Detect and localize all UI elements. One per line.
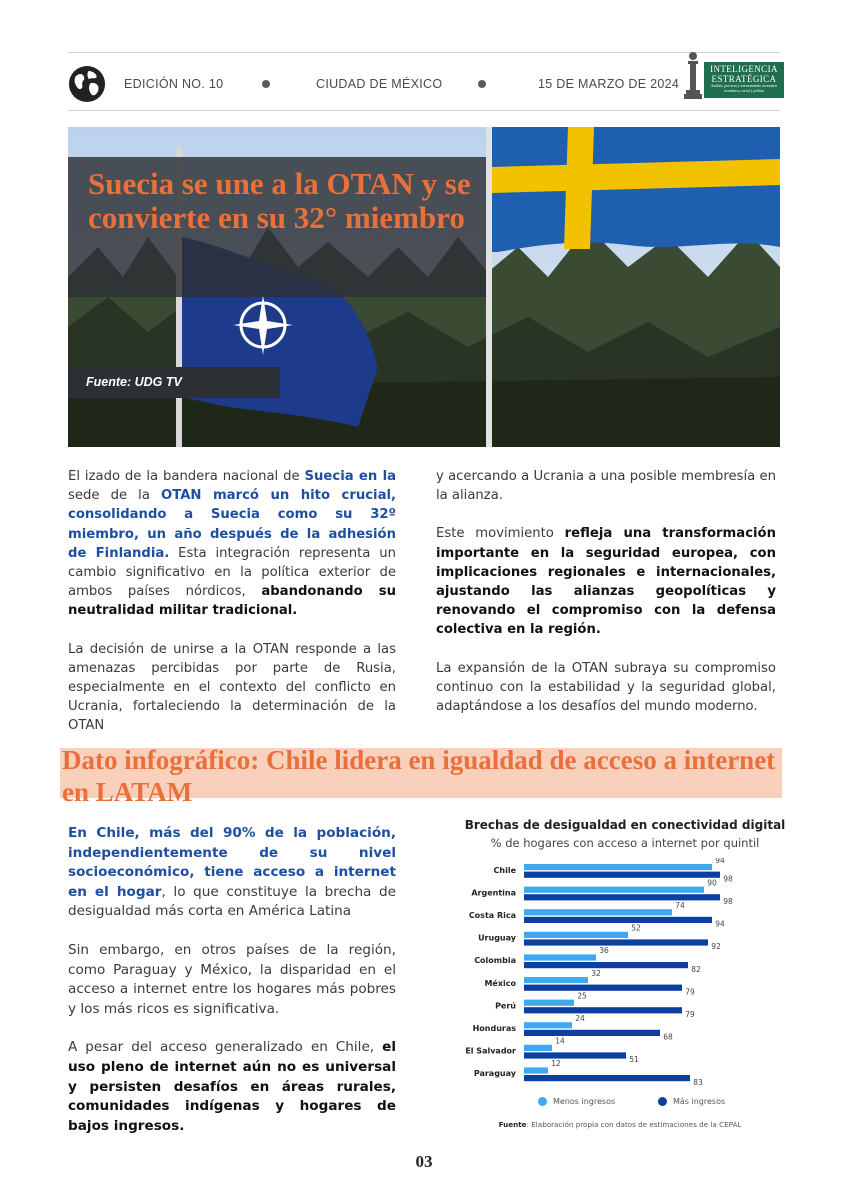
article-column-right bbox=[436, 467, 776, 735]
text-run: sede de la bbox=[68, 488, 162, 504]
article-paragraph-3: y acercando a Ucrania a una posible membresía en la alianza. bbox=[436, 469, 776, 504]
bar-low bbox=[524, 1000, 574, 1006]
infographic-title: Dato infográfico: Chile lidera en igualdad de acceso a internet en LATAM bbox=[62, 745, 776, 807]
article-paragraph-5: La expansión de la OTAN subraya su compromiso continuo con la estabilidad y la seguridad global, adaptándose a los desafíos del mundo moderno. bbox=[436, 660, 776, 715]
bar-low bbox=[524, 932, 628, 938]
category-label: Chile bbox=[493, 865, 516, 875]
bold-run: el uso pleno de internet aún no es universal y persisten desafíos en áreas rurales, comunidades indígenas y hogares de bajos ingresos. bbox=[68, 1039, 396, 1134]
separator-dot bbox=[262, 80, 270, 88]
bar-low bbox=[524, 909, 672, 915]
infographic-paragraph-1 bbox=[68, 824, 396, 922]
data-label: 25 bbox=[577, 991, 587, 1001]
text-run: Esta integración representa un cambio significativo en la política exterior de ambos países nórdicos, bbox=[68, 545, 396, 600]
bar-low bbox=[524, 954, 596, 960]
logo-tagline: Análisis, procesos y asesoramiento en materia económica, social y política bbox=[710, 84, 778, 93]
legend-label: Más ingresos bbox=[673, 1097, 726, 1106]
text-run: A pesar del acceso generalizado en Chile, bbox=[68, 1039, 383, 1056]
article-title: Suecia se une a la OTAN y se convierte en su 32° miembro bbox=[88, 166, 471, 235]
text-run: Este movimiento bbox=[436, 526, 565, 542]
chart-subtitle: % de hogares con acceso a internet por quintil bbox=[490, 836, 760, 850]
bar-low bbox=[524, 1067, 548, 1073]
bar-low bbox=[524, 977, 588, 983]
bar-high bbox=[524, 872, 720, 878]
chart-source-label: Fuente bbox=[498, 1120, 527, 1129]
logo-line-2: ESTRATÉGICA bbox=[711, 74, 777, 84]
category-label: Honduras bbox=[472, 1024, 516, 1033]
text-run: , lo que constituye la brecha de desigualdad más corta en América Latina bbox=[68, 883, 396, 920]
highlight-run: OTAN marcó un hito crucial, consolidando a Suecia como su 32º miembro, un año después de la adhesión de Finlandia. bbox=[68, 488, 396, 561]
data-label: 52 bbox=[631, 923, 641, 933]
bar-high bbox=[524, 1075, 690, 1081]
legend-item-low bbox=[538, 1097, 615, 1106]
bar-low bbox=[524, 864, 712, 870]
data-label: 92 bbox=[711, 942, 721, 952]
bar-chart bbox=[460, 858, 770, 1090]
article-column-left bbox=[68, 467, 396, 755]
highlight-run: En Chile, más del 90% de la población, independientemente de su nivel socioeconómico, tiene acceso a internet en el hogar bbox=[68, 825, 396, 900]
bar-low bbox=[524, 1045, 552, 1051]
category-label: Paraguay bbox=[473, 1069, 516, 1079]
category-label: Costa Rica bbox=[468, 911, 516, 920]
category-label: Colombia bbox=[474, 956, 516, 966]
category-label: México bbox=[484, 978, 516, 988]
hero-image bbox=[68, 127, 780, 447]
legend-swatch bbox=[658, 1097, 667, 1106]
data-label: 36 bbox=[599, 946, 609, 956]
data-label: 98 bbox=[723, 874, 733, 884]
data-label: 90 bbox=[707, 878, 717, 888]
brand-logo bbox=[684, 50, 784, 100]
highlight-run: Suecia en la bbox=[304, 469, 396, 484]
data-label: 98 bbox=[723, 897, 733, 906]
edition-label: EDICIÓN NO. 10 bbox=[124, 77, 224, 91]
category-label: Uruguay bbox=[478, 933, 516, 943]
data-label: 68 bbox=[663, 1032, 673, 1042]
separator-dot bbox=[478, 80, 486, 88]
bold-run: abandonando su neutralidad militar tradicional. bbox=[68, 584, 396, 619]
logo-line-1: INTELIGENCIA bbox=[710, 64, 778, 74]
bar-high bbox=[524, 894, 720, 900]
header-rule-top bbox=[68, 52, 780, 53]
date-label: 15 DE MARZO DE 2024 bbox=[538, 77, 680, 91]
legend-label: Menos ingresos bbox=[553, 1097, 616, 1106]
data-label: 14 bbox=[555, 1036, 565, 1046]
data-label: 83 bbox=[693, 1077, 703, 1087]
data-label: 82 bbox=[691, 964, 701, 974]
bar-low bbox=[524, 1022, 572, 1028]
legend-swatch bbox=[538, 1097, 547, 1106]
page-number: 03 bbox=[415, 1152, 433, 1171]
bar-high bbox=[524, 1030, 660, 1036]
bar-high bbox=[524, 917, 712, 923]
bar-low bbox=[524, 887, 704, 893]
data-label: 74 bbox=[675, 901, 685, 910]
bold-run: refleja una transformación importante en la seguridad europea, con implicaciones regionales e internacionales, ajustando las alianzas geopolíticas y renovando el compromiso con la defensa colectiva en la región. bbox=[436, 526, 776, 638]
bar-high bbox=[524, 1007, 682, 1013]
infographic-paragraph-3 bbox=[68, 1038, 396, 1136]
city-label: CIUDAD DE MÉXICO bbox=[316, 77, 443, 91]
bar-high bbox=[524, 962, 688, 968]
globe-icon bbox=[68, 65, 106, 103]
category-label: El Salvador bbox=[465, 1046, 516, 1056]
legend-item-high bbox=[658, 1097, 725, 1106]
infographic-text bbox=[68, 824, 396, 1155]
chart-source bbox=[470, 1120, 770, 1129]
bar-high bbox=[524, 985, 682, 991]
data-label: 79 bbox=[685, 1010, 695, 1019]
category-label: Perú bbox=[495, 1001, 516, 1011]
data-label: 51 bbox=[629, 1055, 639, 1065]
pawn-icon bbox=[684, 50, 702, 100]
infographic-paragraph-2: Sin embargo, en otros países de la región, como Paraguay y México, la disparidad en el acceso a internet entre los hogares más pobres y los más ricos es significativa. bbox=[68, 941, 396, 1017]
data-label: 12 bbox=[551, 1059, 561, 1069]
text-run: El izado de la bandera nacional de bbox=[68, 469, 305, 484]
data-label: 24 bbox=[575, 1014, 585, 1023]
bar-high bbox=[524, 939, 708, 945]
category-label: Argentina bbox=[471, 888, 516, 898]
logo-wordmark bbox=[704, 62, 784, 98]
bar-high bbox=[524, 1052, 626, 1058]
chart-title: Brechas de desigualdad en conectividad digital bbox=[464, 818, 786, 832]
article-paragraph-2: La decisión de unirse a la OTAN responde a las amenazas percibidas por parte de Rusia, especialmente en el contexto del conflicto en Ucrania, fortaleciendo la determinación de la OTAN bbox=[68, 641, 396, 734]
header-rule-bottom bbox=[68, 110, 780, 111]
article-paragraph-4 bbox=[436, 524, 776, 639]
data-label: 79 bbox=[685, 987, 695, 997]
photo-source: Fuente: UDG TV bbox=[86, 375, 182, 389]
data-label: 32 bbox=[591, 968, 601, 978]
article-paragraph-1 bbox=[68, 467, 396, 621]
data-label: 94 bbox=[715, 919, 725, 929]
chart-source-text: : Elaboración propia con datos de estimaciones de la CEPAL bbox=[526, 1120, 742, 1129]
data-label: 94 bbox=[715, 858, 725, 865]
